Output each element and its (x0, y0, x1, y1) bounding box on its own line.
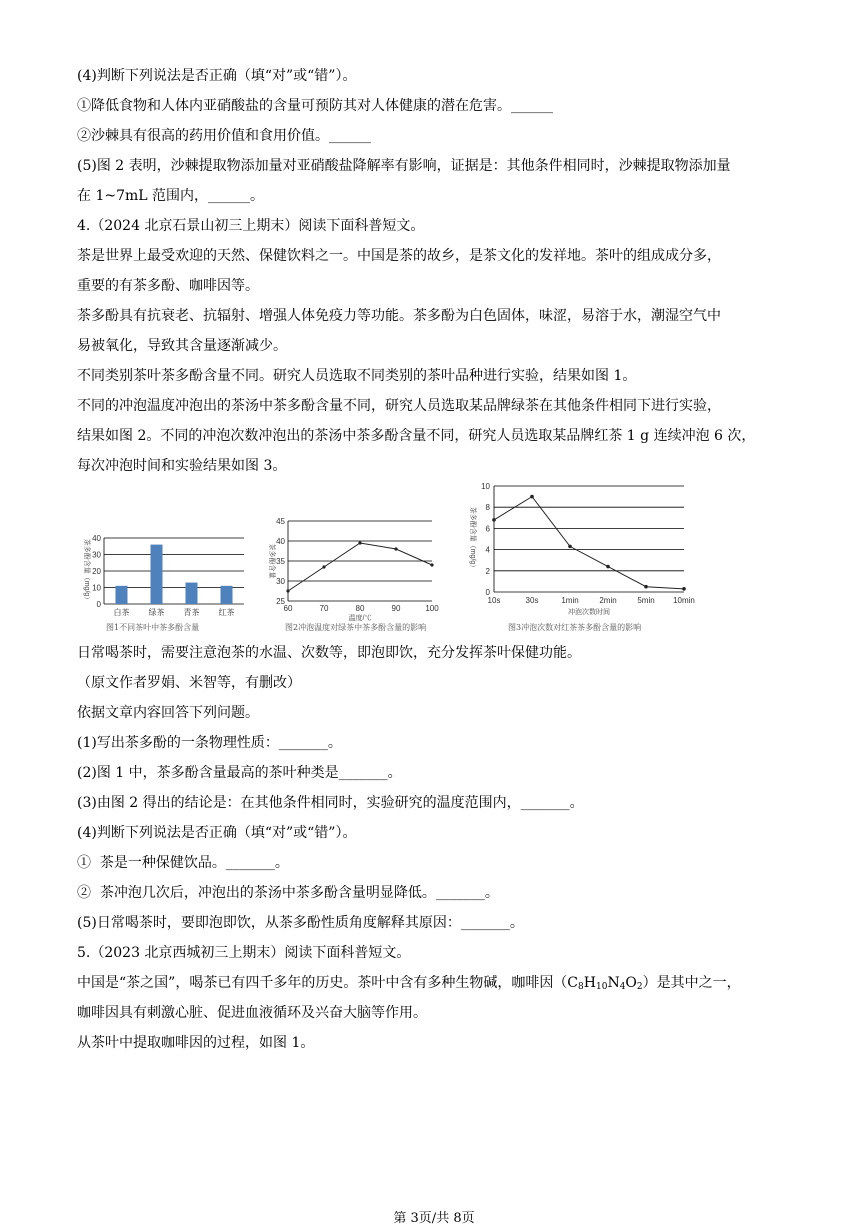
page-footer: 第 3页/共 8页 (393, 1211, 475, 1226)
figure-1-bar-chart (78, 530, 250, 622)
text-line: 结果如图 2。不同的冲泡次数冲泡出的茶汤中茶多酚含量不同，研究人员选取某品牌红茶 1 g 连续冲泡 6 次， (77, 428, 756, 444)
data-point (682, 587, 686, 591)
text-line: 茶是世界上最受欢迎的天然、保健饮料之一。中国是茶的故乡，是茶文化的发祥地。茶叶的组成成分多， (77, 248, 721, 264)
text-line: 易被氧化，导致其含量逐渐减少。 (77, 338, 287, 354)
y-tick-label: 8 (485, 503, 490, 513)
data-point (568, 545, 572, 549)
data-point (606, 565, 610, 569)
bar (116, 586, 128, 604)
y-axis-label: 茶多酚含量 (268, 543, 275, 579)
text-line: 不同的冲泡温度冲泡出的茶汤中茶多酚含量不同，研究人员选取某品牌绿茶在其他条件相同下进行实验， (77, 398, 721, 414)
x-tick-label: 100 (425, 604, 439, 613)
x-axis-label: 冲泡次数时间 (568, 609, 610, 616)
y-tick-label: 6 (485, 524, 490, 534)
text-line: 从茶叶中提取咖啡因的过程，如图 1。 (77, 1035, 315, 1051)
text-line: (4)判断下列说法是否正确（填“对”或“错”）。 (77, 68, 357, 84)
x-axis-label: 温度/℃ (348, 615, 372, 622)
data-point (322, 565, 325, 568)
y-axis-label: 茶多酚含量（mg/g） (469, 506, 476, 572)
y-tick-label: 40 (276, 537, 285, 546)
text-line: 重要的有茶多酚、咖啡因等。 (77, 278, 259, 294)
text-line: (5)日常喝茶时，要即泡即饮，从茶多酚性质角度解释其原因：_______。 (77, 915, 524, 931)
figure-2-caption: 图2冲泡温度对绿茶中茶多酚含量的影响 (285, 623, 427, 632)
text-line: 茶多酚具有抗衰老、抗辐射、增强人体免疫力等功能。茶多酚为白色固体，味涩，易溶于水，潮湿空气中 (77, 308, 721, 324)
text-line-caffeine-formula: 中国是“茶之国”，喝茶已有四千多年的历史。茶叶中含有多种生物碱，咖啡因$(C_8H_{10}N_4O_2)$是其中之一， (77, 975, 741, 992)
x-tick-label: 30s (525, 596, 539, 605)
figure-2-line-chart (262, 513, 442, 623)
text-line: (4)判断下列说法是否正确（填“对”或“错”）。 (77, 825, 357, 841)
text-line: 咖啡因具有刺激心脏、促进血液循环及兴奋大脑等作用。 (77, 1005, 427, 1021)
x-tick-label: 10min (673, 596, 695, 605)
data-point (644, 585, 648, 589)
data-point (530, 495, 534, 499)
data-point (394, 547, 397, 550)
question-heading: 4.（2024 北京石景山初三上期末）阅读下面科普短文。 (77, 218, 425, 234)
text-line: ① 茶是一种保健饮品。_______。 (77, 855, 289, 871)
x-tick-label: 绿茶 (148, 608, 165, 617)
x-tick-label: 70 (319, 604, 329, 613)
series-line (288, 543, 432, 591)
x-tick-label: 80 (355, 604, 365, 613)
figure-1-caption: 图1不同茶叶中茶多酚含量 (106, 623, 200, 632)
y-tick-label: 4 (485, 545, 490, 555)
bar (151, 545, 163, 604)
data-point (492, 518, 496, 522)
x-tick-label: 90 (391, 604, 401, 613)
y-tick-label: 30 (276, 577, 285, 586)
x-tick-label: 5min (637, 596, 655, 605)
text-line: 日常喝茶时，需要注意泡茶的水温、次数等，即泡即饮，充分发挥茶叶保健功能。 (77, 645, 581, 661)
text-line: (2)图 1 中，茶多酚含量最高的茶叶种类是_______。 (77, 765, 402, 781)
y-tick-label: 35 (276, 557, 285, 566)
y-tick-label: 40 (92, 534, 101, 543)
x-tick-label: 青茶 (183, 608, 200, 617)
x-tick-label: 10s (487, 596, 501, 605)
bar (221, 586, 233, 604)
x-tick-label: 红茶 (218, 608, 235, 617)
text-line: ② 茶冲泡几次后，冲泡出的茶汤中茶多酚含量明显降低。_______。 (77, 885, 499, 901)
y-tick-label: 2 (485, 566, 490, 576)
text-line: 在 1~7mL 范围内，______。 (77, 188, 265, 204)
data-point (430, 563, 433, 566)
text-line: 每次冲泡时间和实验结果如图 3。 (77, 458, 287, 474)
y-tick-label: 25 (276, 597, 285, 606)
y-axis-label: 茶多酚含量（mg/g） (83, 538, 90, 604)
series-line (494, 497, 684, 589)
y-tick-label: 20 (92, 567, 101, 576)
text-line: (5)图 2 表明，沙棘提取物添加量对亚硝酸盐降解率有影响，证据是：其他条件相同时，沙棘提取物添加量 (77, 158, 731, 174)
text-line: (3)由图 2 得出的结论是：在其他条件相同时，实验研究的温度范围内，_______。 (77, 795, 584, 811)
text-line: ①降低食物和人体内亚硝酸盐的含量可预防其对人体健康的潜在危害。______ (77, 98, 553, 114)
question-heading: 5.（2023 北京西城初三上期末）阅读下面科普短文。 (77, 945, 411, 961)
text-line: ②沙棘具有很高的药用价值和食用价值。______ (77, 128, 371, 144)
text-line: (1)写出茶多酚的一条物理性质：_______。 (77, 735, 342, 751)
data-point (286, 589, 289, 592)
y-tick-label: 10 (92, 583, 101, 593)
x-tick-label: 1min (561, 596, 579, 605)
figure-3-caption: 图3冲泡次数对红茶茶多酚含量的影响 (508, 623, 642, 632)
bar (186, 583, 198, 604)
x-tick-label: 白茶 (113, 608, 130, 617)
text-line: （原文作者罗娟、米智等，有删改） (77, 675, 301, 691)
x-tick-label: 2min (599, 596, 617, 605)
y-tick-label: 45 (276, 517, 285, 526)
y-tick-label: 0 (96, 600, 101, 609)
y-tick-label: 0 (485, 588, 490, 597)
data-point (358, 541, 361, 544)
text-line: 不同类别茶叶茶多酚含量不同。研究人员选取不同类别的茶叶品种进行实验，结果如图 1。 (77, 368, 637, 384)
y-tick-label: 10 (481, 482, 490, 491)
y-tick-label: 30 (92, 550, 101, 560)
x-tick-label: 60 (283, 604, 293, 613)
text-line: 依据文章内容回答下列问题。 (77, 705, 259, 721)
figure-3-line-chart (462, 480, 695, 623)
